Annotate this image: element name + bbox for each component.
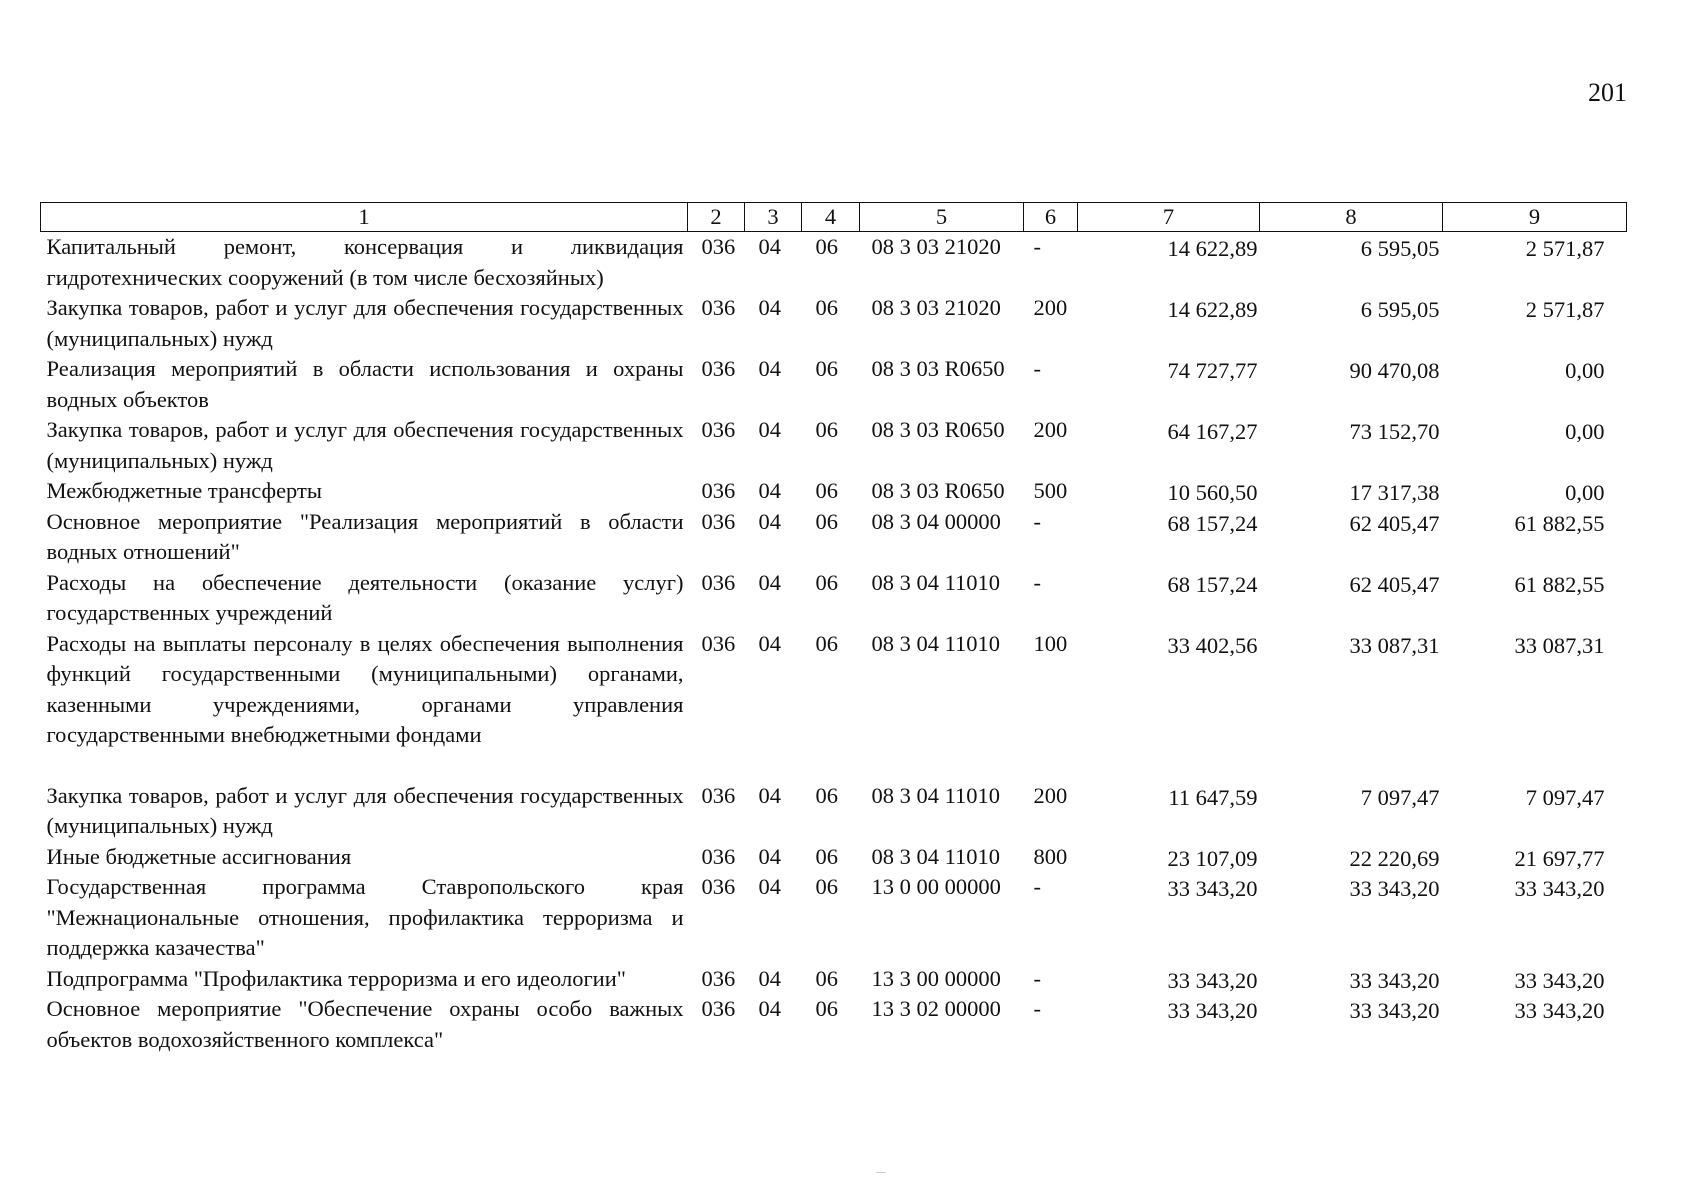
row-col-8 [1260,781,1443,842]
row-col-9-value: 61 882,55 [1514,571,1605,597]
row-col-6: - [1033,234,1041,259]
row-col-7-value: 14 622,89 [1167,297,1258,322]
row-col-8-value: 7 097,47 [1360,784,1440,810]
row-col-9 [1443,476,1627,507]
row-col-7-value: 33 343,20 [1167,967,1258,993]
header-col-9: 9 [1443,203,1627,232]
row-col-6: 200 [1033,782,1068,808]
row-col-9-value: 2 571,87 [1525,297,1605,322]
row-col-7-value: 33 343,20 [1167,876,1258,901]
row-col-8-value: 33 343,20 [1349,998,1440,1023]
row-col-9-value: 0,00 [1565,480,1605,505]
row-col-8-value: 62 405,47 [1349,510,1440,536]
row-col-8 [1260,354,1443,415]
row-col-6: 200 [1033,417,1068,442]
row-col-2: 036 [701,478,736,503]
row-col-4: 06 [815,234,838,259]
header-col-6: 6 [1024,203,1078,232]
row-description: Подпрограмма "Профилактика терроризма и его идеологии" [46,965,626,991]
scan-artifact [876,1172,886,1173]
row-description: Закупка товаров, работ и услуг для обеспечения государственных (муниципальных) нужд [46,782,684,838]
row-col-5: 08 3 04 11010 [871,843,1001,869]
row-col-8 [1260,964,1443,995]
table-body [41,232,1627,1056]
table-row [41,354,1627,415]
row-col-7-value: 10 560,50 [1167,480,1258,505]
row-col-4: 06 [815,478,838,503]
row-col-7 [1078,568,1260,629]
row-col-9 [1443,964,1627,995]
row-col-5: 13 0 00 00000 [871,874,1001,899]
row-col-7-value: 14 622,89 [1167,236,1258,261]
budget-table [40,202,1627,1055]
header-col-8: 8 [1260,203,1443,232]
row-col-4: 06 [815,782,838,808]
row-col-2: 036 [701,569,736,595]
row-col-2: 036 [701,356,736,381]
row-col-9 [1443,232,1627,294]
row-col-7 [1078,994,1260,1055]
row-col-8-value: 6 595,05 [1360,236,1440,261]
row-col-3: 04 [758,234,781,259]
row-col-4: 06 [815,295,838,320]
row-col-4: 06 [815,874,838,899]
row-col-2: 036 [701,874,736,899]
row-col-7 [1078,293,1260,354]
row-col-6: - [1033,569,1041,595]
table-row [41,415,1627,476]
row-col-9-value: 2 571,87 [1525,236,1605,261]
row-col-3: 04 [758,356,781,381]
row-col-9 [1443,415,1627,476]
row-col-4: 06 [815,417,838,442]
row-col-8 [1260,232,1443,294]
row-col-5: 08 3 03 21020 [871,295,1001,320]
header-row [41,203,1627,232]
row-col-9-value: 33 343,20 [1514,876,1605,901]
row-col-9 [1443,507,1627,568]
header-col-4: 4 [802,203,860,232]
row-spacer [41,751,1627,781]
table-row [41,994,1627,1055]
table-row [41,507,1627,568]
row-col-6: 100 [1033,630,1068,656]
page-number: 201 [1588,78,1627,107]
row-col-7 [1078,629,1260,751]
row-col-9 [1443,293,1627,354]
row-col-8-value: 33 087,31 [1349,632,1440,658]
row-col-7-value: 68 157,24 [1167,571,1258,597]
row-col-2: 036 [701,965,736,991]
row-col-8-value: 22 220,69 [1349,845,1440,871]
row-col-3: 04 [758,630,781,656]
header-col-1: 1 [41,203,688,232]
row-col-4: 06 [815,356,838,381]
row-description: Основное мероприятие "Обеспечение охраны особо важных объектов водохозяйственного комплекса" [46,996,684,1052]
table-row [41,476,1627,507]
row-col-9-value: 7 097,47 [1525,784,1605,810]
row-col-7 [1078,354,1260,415]
row-col-3: 04 [758,508,781,534]
row-col-6: - [1033,996,1041,1021]
row-col-7 [1078,872,1260,964]
row-col-3: 04 [758,843,781,869]
row-col-9 [1443,568,1627,629]
table-row [41,232,1627,294]
row-col-5: 08 3 03 21020 [871,234,1001,259]
row-col-7 [1078,232,1260,294]
row-col-2: 036 [701,843,736,869]
header-col-5: 5 [860,203,1024,232]
row-description: Иные бюджетные ассигнования [46,843,352,869]
row-col-9 [1443,354,1627,415]
row-col-5: 08 3 04 11010 [871,782,1001,808]
row-col-4: 06 [815,630,838,656]
header-col-2: 2 [688,203,745,232]
row-col-5: 13 3 00 00000 [871,965,1001,991]
row-col-9-value: 61 882,55 [1514,510,1605,536]
row-col-8-value: 90 470,08 [1349,358,1440,383]
table-row [41,629,1627,751]
row-description: Государственная программа Ставропольского края "Межнациональные отношения, профилактика терроризма и поддержка казачества" [46,874,684,960]
row-col-8 [1260,568,1443,629]
row-col-6: - [1033,508,1041,534]
row-description: Межбюджетные трансферты [46,478,322,503]
row-col-3: 04 [758,417,781,442]
row-col-4: 06 [815,843,838,869]
row-col-9-value: 33 343,20 [1514,967,1605,993]
row-col-8 [1260,507,1443,568]
table-row [41,964,1627,995]
row-col-6: - [1033,356,1041,381]
row-col-6: - [1033,874,1041,899]
row-col-8 [1260,293,1443,354]
row-col-2: 036 [701,508,736,534]
row-col-8-value: 73 152,70 [1349,419,1440,444]
row-col-5: 08 3 04 11010 [871,569,1001,595]
row-col-4: 06 [815,508,838,534]
row-col-4: 06 [815,965,838,991]
row-col-9 [1443,994,1627,1055]
row-col-7 [1078,781,1260,842]
row-col-5: 08 3 04 00000 [871,508,1001,534]
row-col-8-value: 17 317,38 [1349,480,1440,505]
row-col-5: 08 3 03 R0650 [871,417,1005,442]
table-row [41,842,1627,873]
row-col-2: 036 [701,996,736,1021]
row-col-7-value: 74 727,77 [1167,358,1258,383]
row-col-4: 06 [815,569,838,595]
row-description: Расходы на выплаты персоналу в целях обеспечения выполнения функций государственными (муниципальными) органами, казенными учреждениями, органами управления государственными внебюджетными фондами [46,630,684,747]
row-col-7-value: 64 167,27 [1167,419,1258,444]
row-col-3: 04 [758,996,781,1021]
row-col-8-value: 33 343,20 [1349,876,1440,901]
row-description: Основное мероприятие "Реализация мероприятий в области водных отношений" [46,508,684,564]
row-col-6: 500 [1033,478,1068,503]
row-col-9-value: 33 343,20 [1514,998,1605,1023]
row-col-2: 036 [701,295,736,320]
row-col-3: 04 [758,965,781,991]
row-col-9-value: 0,00 [1565,358,1605,383]
row-col-8-value: 62 405,47 [1349,571,1440,597]
row-col-2: 036 [701,417,736,442]
row-col-5: 08 3 03 R0650 [871,478,1005,503]
row-col-9 [1443,781,1627,842]
row-col-7 [1078,842,1260,873]
row-col-8 [1260,629,1443,751]
row-col-9 [1443,842,1627,873]
table-row [41,781,1627,842]
row-description: Реализация мероприятий в области использования и охраны водных объектов [46,356,684,412]
row-description: Закупка товаров, работ и услуг для обеспечения государственных (муниципальных) нужд [46,295,684,351]
row-col-2: 036 [701,630,736,656]
row-col-3: 04 [758,478,781,503]
row-col-5: 08 3 04 11010 [871,630,1001,656]
row-col-8 [1260,476,1443,507]
row-col-4: 06 [815,996,838,1021]
row-col-5: 13 3 02 00000 [871,996,1001,1021]
row-col-3: 04 [758,874,781,899]
row-description: Расходы на обеспечение деятельности (оказание услуг) государственных учреждений [46,569,684,625]
row-col-2: 036 [701,234,736,259]
header-col-7: 7 [1078,203,1260,232]
row-col-9-value: 21 697,77 [1514,845,1605,871]
row-col-9-value: 0,00 [1565,419,1605,444]
table-header [41,203,1627,232]
row-col-7 [1078,476,1260,507]
row-col-7-value: 33 343,20 [1167,998,1258,1023]
row-col-6: 200 [1033,295,1068,320]
row-col-5: 08 3 03 R0650 [871,356,1005,381]
row-col-6: - [1033,965,1041,991]
row-col-3: 04 [758,782,781,808]
row-col-9-value: 33 087,31 [1514,632,1605,658]
table-row [41,293,1627,354]
row-col-8 [1260,415,1443,476]
row-col-9 [1443,872,1627,964]
row-col-7-value: 68 157,24 [1167,510,1258,536]
row-col-8 [1260,994,1443,1055]
row-col-7 [1078,415,1260,476]
row-col-8 [1260,842,1443,873]
row-col-7-value: 11 647,59 [1168,784,1258,810]
row-col-7 [1078,964,1260,995]
row-col-3: 04 [758,569,781,595]
header-col-3: 3 [745,203,802,232]
row-col-6: 800 [1033,843,1068,869]
row-description: Закупка товаров, работ и услуг для обеспечения государственных (муниципальных) нужд [46,417,684,473]
row-col-8 [1260,872,1443,964]
row-col-7-value: 33 402,56 [1167,632,1258,658]
row-col-8-value: 33 343,20 [1349,967,1440,993]
row-col-7-value: 23 107,09 [1167,845,1258,871]
table-row [41,568,1627,629]
row-col-3: 04 [758,295,781,320]
row-description: Капитальный ремонт, консервация и ликвидация гидротехнических сооружений (в том числе бесхозяйных) [46,234,684,290]
row-col-9 [1443,629,1627,751]
row-col-8-value: 6 595,05 [1360,297,1440,322]
table-row [41,872,1627,964]
row-col-2: 036 [701,782,736,808]
spacer-cell [41,751,1627,781]
row-col-7 [1078,507,1260,568]
